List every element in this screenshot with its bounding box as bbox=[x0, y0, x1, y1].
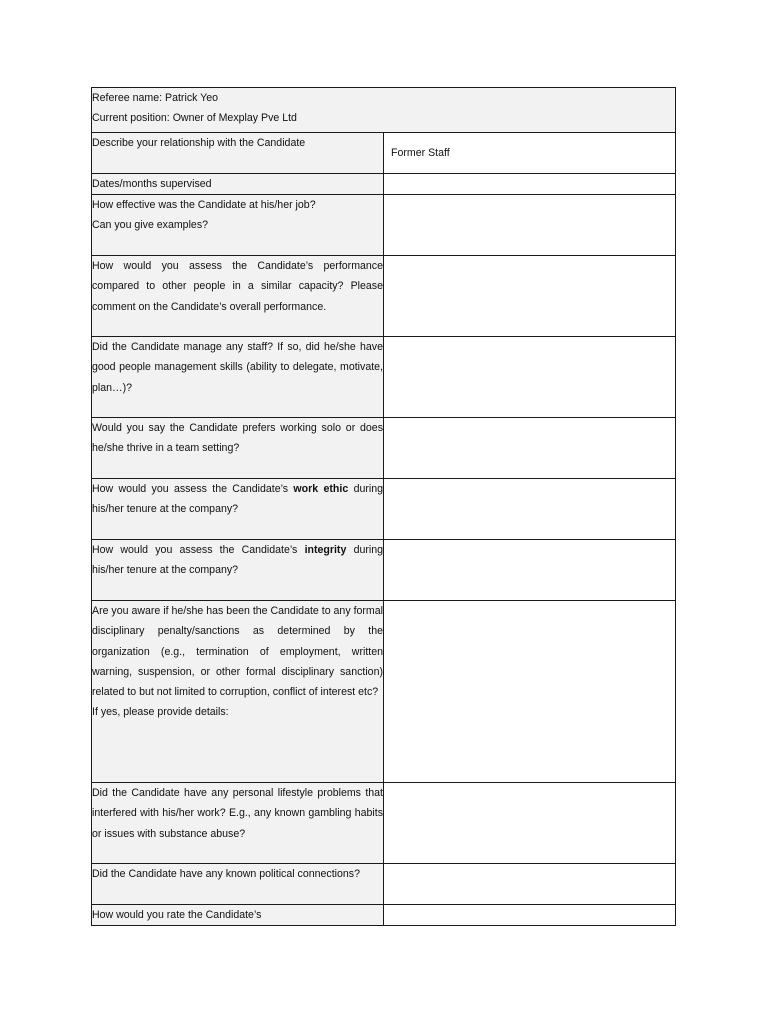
current-position-line bbox=[92, 108, 675, 128]
table-row bbox=[92, 601, 676, 783]
answer-disciplinary[interactable] bbox=[384, 601, 676, 783]
referee-name-label: Referee name: bbox=[92, 92, 163, 104]
answer-political[interactable] bbox=[384, 864, 676, 905]
table-row bbox=[92, 905, 676, 926]
table-row bbox=[92, 479, 676, 540]
referee-name-line bbox=[92, 88, 675, 108]
question-integrity-pre: How would you assess the Candidate’s bbox=[92, 544, 298, 557]
current-position-value: Owner of Mexplay Pve Ltd bbox=[172, 112, 297, 124]
answer-solo-or-team[interactable] bbox=[384, 418, 676, 479]
question-disciplinary-details: If yes, please provide details: bbox=[92, 706, 229, 719]
table-row bbox=[92, 783, 676, 864]
answer-work-ethic[interactable] bbox=[384, 479, 676, 540]
table-row bbox=[92, 195, 676, 256]
referee-header-row bbox=[92, 88, 676, 133]
question-work-ethic bbox=[92, 479, 384, 540]
referee-header-cell bbox=[92, 88, 676, 133]
table-row bbox=[92, 337, 676, 418]
question-effectiveness-text: How effective was the Candidate at his/her job? bbox=[92, 199, 316, 212]
table-row bbox=[92, 418, 676, 479]
table-row bbox=[92, 256, 676, 337]
question-management: Did the Candidate manage any staff? If so, did he/she have good people management skills (ability to delegate, motivate, plan…)? bbox=[92, 337, 384, 418]
referee-name-value: Patrick Yeo bbox=[165, 92, 219, 104]
answer-relationship[interactable] bbox=[384, 133, 676, 174]
answer-management[interactable] bbox=[384, 337, 676, 418]
question-effectiveness bbox=[92, 195, 384, 256]
question-disciplinary bbox=[92, 601, 384, 783]
question-work-ethic-post: during his/her tenure at the company? bbox=[92, 483, 384, 516]
question-rate-candidate: How would you rate the Candidate’s bbox=[92, 905, 384, 926]
question-lifestyle: Did the Candidate have any personal lifestyle problems that interfered with his/her work? E.g., any known gambling habits or issues with substance abuse? bbox=[92, 783, 384, 864]
question-integrity bbox=[92, 540, 384, 601]
answer-performance[interactable] bbox=[384, 256, 676, 337]
table-row bbox=[92, 864, 676, 905]
question-disciplinary-text: Are you aware if he/she has been the Candidate to any formal disciplinary penalty/sanctions as determined by the organization (e.g., termination of employment, written warning, suspension, or other formal disciplinary sanction) related to but not limited to corruption, conflict of interest etc? bbox=[92, 605, 383, 699]
question-integrity-post: during his/her tenure at the company? bbox=[92, 544, 384, 577]
answer-effectiveness[interactable] bbox=[384, 195, 676, 256]
question-dates-supervised: Dates/months supervised bbox=[92, 174, 384, 195]
table-row bbox=[92, 133, 676, 174]
table-row bbox=[92, 174, 676, 195]
answer-rate-candidate[interactable] bbox=[384, 905, 676, 926]
answer-relationship-text: Former Staff bbox=[391, 147, 450, 159]
answer-integrity[interactable] bbox=[384, 540, 676, 601]
question-work-ethic-pre: How would you assess the Candidate’s bbox=[92, 483, 289, 496]
table-row bbox=[92, 540, 676, 601]
answer-dates-supervised[interactable] bbox=[384, 174, 676, 195]
question-solo-or-team: Would you say the Candidate prefers working solo or does he/she thrive in a team setting? bbox=[92, 418, 384, 479]
question-work-ethic-bold: work ethic bbox=[293, 483, 349, 496]
answer-lifestyle[interactable] bbox=[384, 783, 676, 864]
current-position-label: Current position: bbox=[92, 112, 170, 124]
question-integrity-bold: integrity bbox=[304, 544, 347, 557]
question-performance: How would you assess the Candidate’s performance compared to other people in a similar capacity? Please comment on the Candidate’s overall performance. bbox=[92, 256, 384, 337]
reference-check-table bbox=[91, 87, 676, 926]
question-examples-text: Can you give examples? bbox=[92, 219, 209, 232]
question-political: Did the Candidate have any known political connections? bbox=[92, 864, 384, 905]
question-relationship: Describe your relationship with the Candidate bbox=[92, 133, 384, 174]
